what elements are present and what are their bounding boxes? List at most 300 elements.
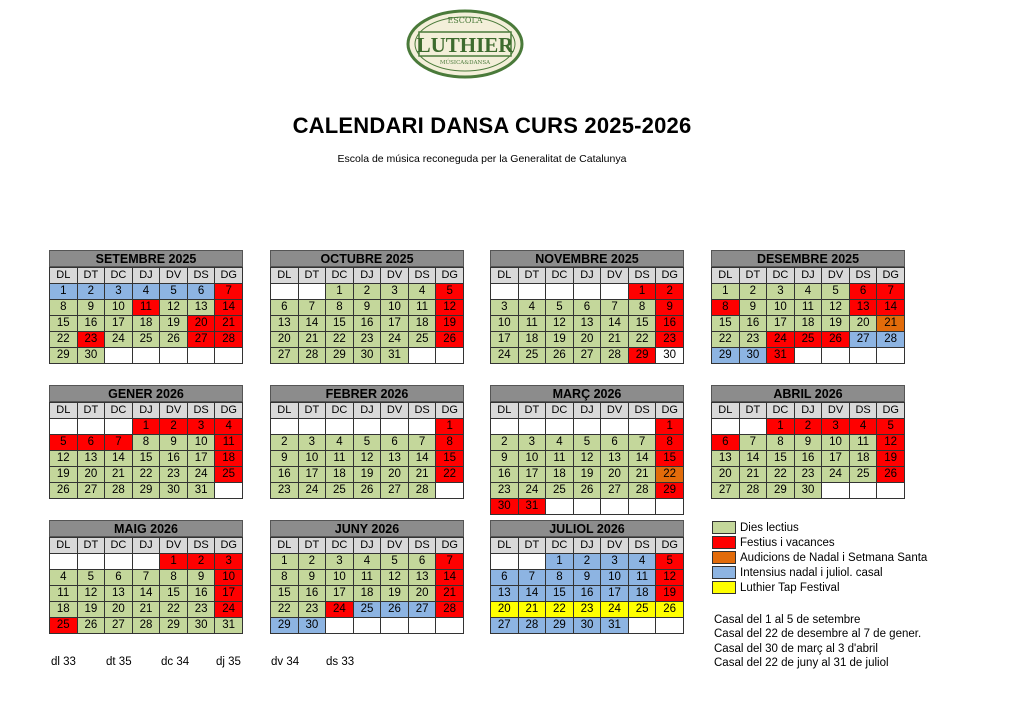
day-cell: 6 xyxy=(601,435,629,451)
day-cell: 8 xyxy=(628,300,656,316)
day-cell: 5 xyxy=(160,284,188,300)
empty-cell xyxy=(573,419,601,435)
weekday-header: DG xyxy=(656,538,684,554)
day-cell: 20 xyxy=(601,467,629,483)
day-cell: 22 xyxy=(132,467,160,483)
week-row xyxy=(50,483,243,499)
day-cell: 3 xyxy=(491,300,519,316)
weekday-header: DT xyxy=(298,268,326,284)
day-cell: 17 xyxy=(298,467,326,483)
day-cell: 3 xyxy=(822,419,850,435)
week-row xyxy=(712,284,905,300)
weekday-header: DV xyxy=(601,538,629,554)
day-cell: 10 xyxy=(822,435,850,451)
day-cell: 7 xyxy=(215,284,243,300)
empty-cell xyxy=(601,499,629,515)
day-cell: 11 xyxy=(50,586,78,602)
month-grid xyxy=(49,267,243,364)
weekday-header: DG xyxy=(656,268,684,284)
day-cell: 5 xyxy=(77,570,105,586)
day-cell: 12 xyxy=(546,316,574,332)
day-cell: 26 xyxy=(436,332,464,348)
weekday-header: DS xyxy=(408,403,436,419)
day-cell: 17 xyxy=(822,451,850,467)
day-cell: 12 xyxy=(381,570,409,586)
empty-cell xyxy=(601,284,629,300)
day-cell: 16 xyxy=(271,467,299,483)
note-line: Casal del 22 de desembre al 7 de gener. xyxy=(714,628,922,641)
day-cell: 20 xyxy=(77,467,105,483)
day-cell: 11 xyxy=(132,300,160,316)
day-cell: 17 xyxy=(381,316,409,332)
week-row xyxy=(50,348,243,364)
week-row xyxy=(271,554,464,570)
day-cell: 23 xyxy=(573,602,601,618)
day-cell: 11 xyxy=(408,300,436,316)
week-row xyxy=(50,435,243,451)
empty-cell xyxy=(739,419,767,435)
day-cell: 18 xyxy=(215,451,243,467)
day-cell: 27 xyxy=(77,483,105,499)
empty-cell xyxy=(518,419,546,435)
month-grid xyxy=(711,267,905,364)
day-cell: 30 xyxy=(77,348,105,364)
day-cell: 1 xyxy=(712,284,740,300)
week-row xyxy=(491,348,684,364)
weekday-header: DG xyxy=(215,538,243,554)
empty-cell xyxy=(656,618,684,634)
day-cell: 19 xyxy=(50,467,78,483)
day-cell: 31 xyxy=(215,618,243,634)
week-row xyxy=(271,602,464,618)
weekday-header: DV xyxy=(381,538,409,554)
month-gener xyxy=(49,385,243,499)
day-cell: 2 xyxy=(491,435,519,451)
day-cell: 18 xyxy=(518,332,546,348)
day-cell: 4 xyxy=(794,284,822,300)
weekday-header: DT xyxy=(518,268,546,284)
day-cell: 9 xyxy=(656,300,684,316)
day-cell: 9 xyxy=(491,451,519,467)
day-cell: 8 xyxy=(132,435,160,451)
month-novembre xyxy=(490,250,684,364)
empty-cell xyxy=(105,554,133,570)
week-row xyxy=(712,300,905,316)
day-cell: 15 xyxy=(628,316,656,332)
day-cell: 29 xyxy=(50,348,78,364)
day-cell: 10 xyxy=(381,300,409,316)
day-cell: 27 xyxy=(491,618,519,634)
day-cell: 2 xyxy=(271,435,299,451)
day-cell: 25 xyxy=(215,467,243,483)
day-cell: 12 xyxy=(353,451,381,467)
day-cell: 4 xyxy=(849,419,877,435)
month-grid xyxy=(490,537,684,634)
day-cell: 22 xyxy=(628,332,656,348)
day-cell: 9 xyxy=(739,300,767,316)
month-grid xyxy=(490,267,684,364)
day-cell: 14 xyxy=(105,451,133,467)
legend-swatch xyxy=(712,581,736,594)
weekday-header: DV xyxy=(601,268,629,284)
day-cell: 19 xyxy=(546,332,574,348)
empty-cell xyxy=(849,483,877,499)
day-cell: 25 xyxy=(794,332,822,348)
day-cell: 5 xyxy=(546,300,574,316)
day-cell: 6 xyxy=(271,300,299,316)
day-cell: 29 xyxy=(767,483,795,499)
weekday-header: DL xyxy=(50,268,78,284)
week-row xyxy=(271,618,464,634)
day-cell: 22 xyxy=(656,467,684,483)
week-row xyxy=(491,467,684,483)
day-cell: 25 xyxy=(353,602,381,618)
day-cell: 17 xyxy=(518,467,546,483)
week-row xyxy=(491,300,684,316)
day-cell: 10 xyxy=(298,451,326,467)
day-cell: 16 xyxy=(77,316,105,332)
count-dv: dv 34 xyxy=(271,656,300,668)
note-line: Casal del 1 al 5 de setembre xyxy=(714,614,861,626)
day-cell: 13 xyxy=(271,316,299,332)
day-cell: 14 xyxy=(739,451,767,467)
month-abril xyxy=(711,385,905,499)
day-cell: 19 xyxy=(822,316,850,332)
day-cell: 10 xyxy=(105,300,133,316)
day-cell: 19 xyxy=(160,316,188,332)
day-cell: 18 xyxy=(794,316,822,332)
weekday-header: DL xyxy=(271,403,299,419)
day-cell: 4 xyxy=(628,554,656,570)
day-cell: 20 xyxy=(712,467,740,483)
weekday-header: DL xyxy=(712,403,740,419)
day-cell: 7 xyxy=(739,435,767,451)
day-cell: 26 xyxy=(77,618,105,634)
day-cell: 30 xyxy=(739,348,767,364)
weekday-header: DT xyxy=(298,538,326,554)
count-ds: ds 33 xyxy=(326,656,355,668)
week-row xyxy=(491,316,684,332)
day-cell: 26 xyxy=(50,483,78,499)
day-cell: 31 xyxy=(187,483,215,499)
weekday-header: DT xyxy=(518,538,546,554)
day-cell: 28 xyxy=(518,618,546,634)
day-cell: 26 xyxy=(353,483,381,499)
day-cell: 27 xyxy=(381,483,409,499)
day-cell: 12 xyxy=(822,300,850,316)
day-cell: 2 xyxy=(298,554,326,570)
day-cell: 14 xyxy=(628,451,656,467)
day-cell: 8 xyxy=(326,300,354,316)
week-row xyxy=(491,618,684,634)
empty-cell xyxy=(656,499,684,515)
empty-cell xyxy=(877,348,905,364)
day-cell: 17 xyxy=(187,451,215,467)
legend-item-tap-festival xyxy=(712,580,927,595)
legend-swatch xyxy=(712,566,736,579)
empty-cell xyxy=(518,284,546,300)
day-cell: 5 xyxy=(353,435,381,451)
legend-item-lectius xyxy=(712,520,927,535)
day-cell: 1 xyxy=(132,419,160,435)
day-cell: 6 xyxy=(187,284,215,300)
empty-cell xyxy=(849,348,877,364)
day-cell: 29 xyxy=(712,348,740,364)
week-row xyxy=(271,348,464,364)
week-row xyxy=(491,499,684,515)
day-cell: 5 xyxy=(436,284,464,300)
count-dt: dt 35 xyxy=(106,656,132,668)
day-cell: 30 xyxy=(656,348,684,364)
logo-top-text: ESCOLA xyxy=(447,16,483,25)
day-cell: 21 xyxy=(739,467,767,483)
day-cell: 2 xyxy=(794,419,822,435)
week-row xyxy=(50,618,243,634)
day-cell: 25 xyxy=(849,467,877,483)
day-cell: 9 xyxy=(298,570,326,586)
day-cell: 30 xyxy=(298,618,326,634)
day-cell: 25 xyxy=(50,618,78,634)
empty-cell xyxy=(187,348,215,364)
day-cell: 30 xyxy=(573,618,601,634)
day-cell: 27 xyxy=(849,332,877,348)
weekday-header: DG xyxy=(436,403,464,419)
day-cell: 9 xyxy=(353,300,381,316)
count-dj: dj 35 xyxy=(216,656,241,668)
day-cell: 10 xyxy=(601,570,629,586)
day-cell: 3 xyxy=(767,284,795,300)
day-cell: 25 xyxy=(408,332,436,348)
month-grid xyxy=(49,402,243,499)
weekday-header: DV xyxy=(381,403,409,419)
day-cell: 20 xyxy=(271,332,299,348)
day-cell: 25 xyxy=(546,483,574,499)
empty-cell xyxy=(408,618,436,634)
day-cell: 25 xyxy=(326,483,354,499)
day-cell: 7 xyxy=(628,435,656,451)
weekday-header: DG xyxy=(436,538,464,554)
day-cell: 17 xyxy=(105,316,133,332)
empty-cell xyxy=(822,483,850,499)
week-row xyxy=(712,467,905,483)
weekday-header: DS xyxy=(628,538,656,554)
month-title: SETEMBRE 2025 xyxy=(49,250,243,267)
day-cell: 21 xyxy=(601,332,629,348)
day-cell: 29 xyxy=(160,618,188,634)
day-cell: 8 xyxy=(160,570,188,586)
day-cell: 10 xyxy=(518,451,546,467)
month-title: OCTUBRE 2025 xyxy=(270,250,464,267)
day-cell: 27 xyxy=(187,332,215,348)
day-cell: 28 xyxy=(132,618,160,634)
day-cell: 4 xyxy=(50,570,78,586)
empty-cell xyxy=(298,284,326,300)
day-cell: 9 xyxy=(573,570,601,586)
day-cell: 28 xyxy=(628,483,656,499)
day-cell: 2 xyxy=(160,419,188,435)
day-cell: 24 xyxy=(381,332,409,348)
weekday-header: DV xyxy=(822,403,850,419)
day-cell: 16 xyxy=(160,451,188,467)
month-grid xyxy=(490,402,684,515)
day-cell: 19 xyxy=(656,586,684,602)
weekday-header: DC xyxy=(105,268,133,284)
legend-swatch xyxy=(712,521,736,534)
day-cell: 3 xyxy=(298,435,326,451)
weekday-header: DC xyxy=(546,268,574,284)
day-cell: 22 xyxy=(436,467,464,483)
day-cell: 7 xyxy=(518,570,546,586)
week-row xyxy=(50,554,243,570)
empty-cell xyxy=(628,499,656,515)
week-row xyxy=(271,467,464,483)
page-subtitle: Escola de música reconeguda per la Generalitat de Catalunya xyxy=(337,153,627,165)
weekday-header: DT xyxy=(77,268,105,284)
day-cell: 9 xyxy=(794,435,822,451)
day-cell: 10 xyxy=(491,316,519,332)
day-cell: 5 xyxy=(381,554,409,570)
day-cell: 13 xyxy=(573,316,601,332)
week-row xyxy=(271,483,464,499)
month-title: FEBRER 2026 xyxy=(270,385,464,402)
day-cell: 28 xyxy=(408,483,436,499)
day-cell: 12 xyxy=(436,300,464,316)
weekday-header: DV xyxy=(822,268,850,284)
weekday-header: DL xyxy=(712,268,740,284)
empty-cell xyxy=(822,348,850,364)
day-cell: 20 xyxy=(187,316,215,332)
weekday-header: DL xyxy=(491,268,519,284)
day-cell: 4 xyxy=(215,419,243,435)
day-cell: 16 xyxy=(656,316,684,332)
day-cell: 29 xyxy=(628,348,656,364)
empty-cell xyxy=(408,419,436,435)
day-cell: 5 xyxy=(50,435,78,451)
day-cell: 30 xyxy=(160,483,188,499)
day-cell: 1 xyxy=(546,554,574,570)
legend-label: Festius i vacances xyxy=(740,536,835,549)
week-row xyxy=(712,435,905,451)
weekday-header: DS xyxy=(187,268,215,284)
day-cell: 3 xyxy=(105,284,133,300)
day-cell: 6 xyxy=(105,570,133,586)
day-cell: 24 xyxy=(187,467,215,483)
day-cell: 8 xyxy=(546,570,574,586)
day-cell: 7 xyxy=(298,300,326,316)
day-cell: 29 xyxy=(132,483,160,499)
empty-cell xyxy=(77,419,105,435)
day-cell: 12 xyxy=(160,300,188,316)
day-cell: 10 xyxy=(187,435,215,451)
weekday-header: DG xyxy=(215,403,243,419)
day-cell: 13 xyxy=(601,451,629,467)
day-cell: 30 xyxy=(353,348,381,364)
empty-cell xyxy=(353,419,381,435)
day-cell: 18 xyxy=(50,602,78,618)
day-cell: 10 xyxy=(215,570,243,586)
weekday-header: DT xyxy=(298,403,326,419)
day-cell: 24 xyxy=(822,467,850,483)
day-cell: 24 xyxy=(105,332,133,348)
day-cell: 1 xyxy=(271,554,299,570)
day-cell: 3 xyxy=(381,284,409,300)
day-cell: 1 xyxy=(767,419,795,435)
day-cell: 27 xyxy=(408,602,436,618)
day-cell: 24 xyxy=(518,483,546,499)
day-cell: 5 xyxy=(656,554,684,570)
day-cell: 9 xyxy=(77,300,105,316)
day-cell: 7 xyxy=(436,554,464,570)
weekday-header: DL xyxy=(491,538,519,554)
weekday-header: DL xyxy=(491,403,519,419)
day-cell: 21 xyxy=(105,467,133,483)
day-cell: 13 xyxy=(77,451,105,467)
day-cell: 3 xyxy=(518,435,546,451)
week-row xyxy=(271,570,464,586)
month-setembre xyxy=(49,250,243,364)
weekday-header: DC xyxy=(326,268,354,284)
day-cell: 26 xyxy=(546,348,574,364)
weekday-header: DJ xyxy=(573,268,601,284)
day-cell: 28 xyxy=(601,348,629,364)
day-cell: 28 xyxy=(739,483,767,499)
weekday-header: DV xyxy=(160,268,188,284)
weekday-header: DJ xyxy=(132,268,160,284)
day-cell: 23 xyxy=(77,332,105,348)
legend-label: Audicions de Nadal i Setmana Santa xyxy=(740,551,928,564)
school-logo xyxy=(405,8,525,80)
day-cell: 13 xyxy=(849,300,877,316)
day-cell: 1 xyxy=(160,554,188,570)
day-cell: 10 xyxy=(326,570,354,586)
month-desembre xyxy=(711,250,905,364)
month-juliol xyxy=(490,520,684,634)
day-cell: 25 xyxy=(132,332,160,348)
empty-cell xyxy=(271,419,299,435)
day-cell: 22 xyxy=(546,602,574,618)
day-cell: 14 xyxy=(601,316,629,332)
day-cell: 15 xyxy=(50,316,78,332)
day-cell: 29 xyxy=(656,483,684,499)
day-cell: 4 xyxy=(353,554,381,570)
weekday-header: DJ xyxy=(573,403,601,419)
legend-swatch xyxy=(712,551,736,564)
day-cell: 30 xyxy=(187,618,215,634)
month-title: JUNY 2026 xyxy=(270,520,464,537)
day-cell: 16 xyxy=(794,451,822,467)
month-juny xyxy=(270,520,464,634)
day-cell: 11 xyxy=(794,300,822,316)
day-cell: 27 xyxy=(601,483,629,499)
week-row xyxy=(271,435,464,451)
empty-cell xyxy=(712,419,740,435)
day-cell: 14 xyxy=(408,451,436,467)
week-row xyxy=(491,586,684,602)
day-cell: 11 xyxy=(215,435,243,451)
day-cell: 20 xyxy=(573,332,601,348)
empty-cell xyxy=(215,348,243,364)
day-cell: 16 xyxy=(491,467,519,483)
day-cell: 15 xyxy=(326,316,354,332)
day-cell: 21 xyxy=(298,332,326,348)
day-cell: 10 xyxy=(767,300,795,316)
empty-cell xyxy=(628,419,656,435)
day-cell: 4 xyxy=(326,435,354,451)
week-row xyxy=(271,300,464,316)
empty-cell xyxy=(326,618,354,634)
empty-cell xyxy=(546,499,574,515)
weekday-header: DG xyxy=(436,268,464,284)
